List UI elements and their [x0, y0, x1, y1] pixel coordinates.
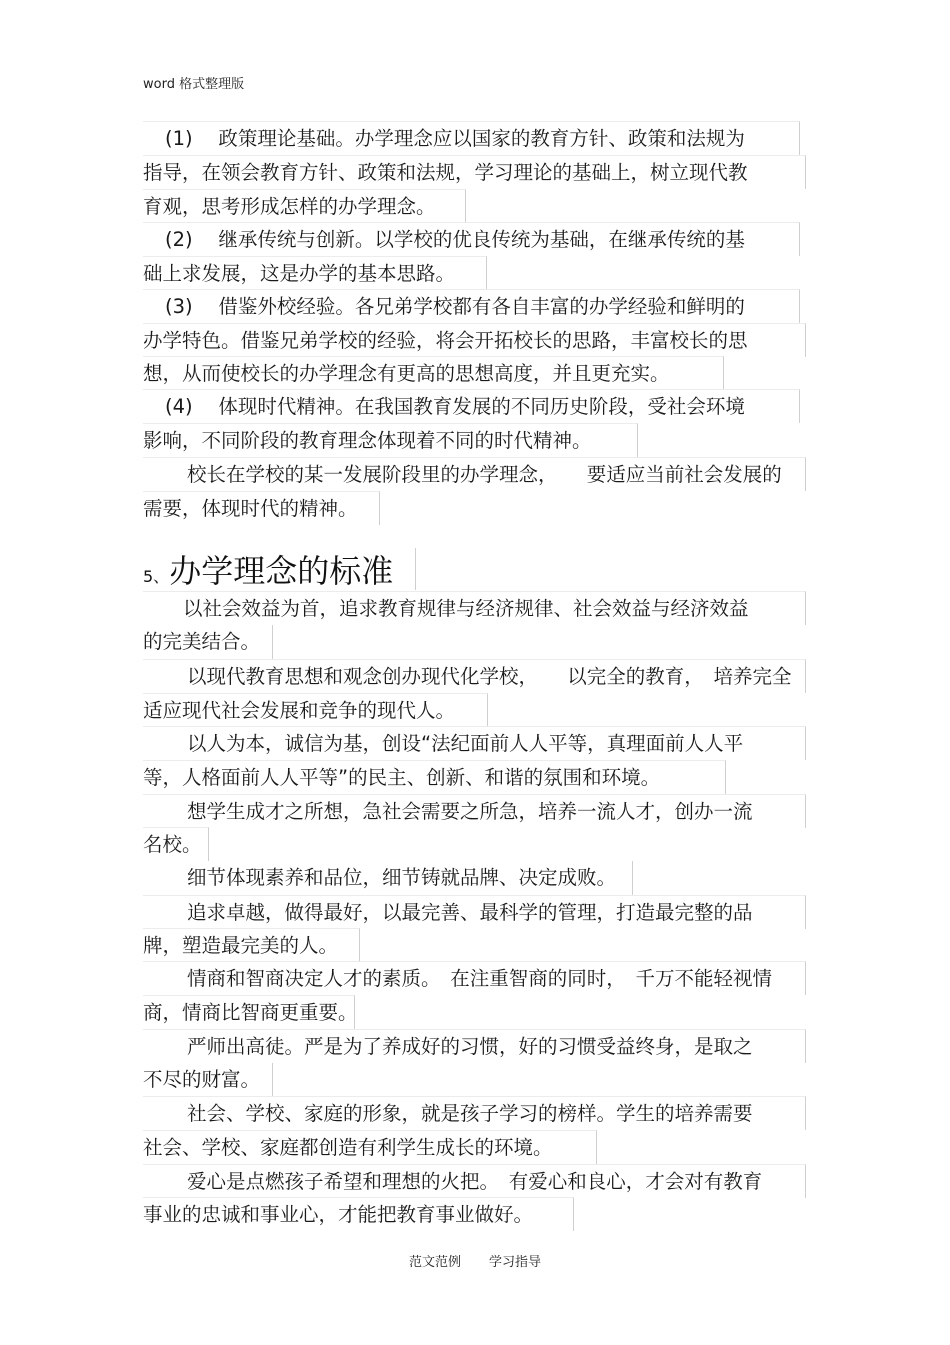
- text-line: 校长在学校的某一发展阶段里的办学理念， 要适应当前社会发展的: [143, 457, 806, 491]
- text-line: 情商和智商决定人才的素质。 在注重智商的同时， 千万不能轻视情: [143, 961, 806, 995]
- section-number: 5、: [143, 567, 170, 586]
- text-line: (2) 继承传统与创新。以学校的优良传统为基础，在继承传统的基: [143, 222, 800, 256]
- text-line: 细节体现素养和品位，细节铸就品牌、决定成败。: [143, 861, 633, 895]
- section-heading: [143, 548, 416, 590]
- text-line: 追求卓越，做得最好，以最完善、最科学的管理，打造最完整的品: [143, 895, 806, 929]
- text-line: 以现代教育思想和观念创办现代化学校， 以完全的教育， 培养完全: [143, 659, 806, 693]
- header-tag: word 格式整理版: [143, 77, 245, 92]
- text-line: 社会、学校、家庭都创造有利学生成长的环境。: [143, 1130, 597, 1164]
- text-line: 的完美结合。: [143, 625, 273, 659]
- text-line: 商，情商比智商更重要。: [143, 995, 355, 1029]
- section-title: 办学理念的标准: [169, 552, 394, 590]
- text-line: 办学特色。借鉴兄弟学校的经验，将会开拓校长的思路，丰富校长的思: [143, 323, 806, 357]
- text-line: 牌，塑造最完美的人。: [143, 928, 360, 962]
- text-line: 名校。: [143, 827, 209, 861]
- text-line: 需要，体现时代的精神。: [143, 491, 380, 525]
- text-line: (4) 体现时代精神。在我国教育发展的不同历史阶段，受社会环境: [143, 389, 800, 423]
- text-line: 影响，不同阶段的教育理念体现着不同的时代精神。: [143, 423, 638, 457]
- text-line: (1) 政策理论基础。办学理念应以国家的教育方针、政策和法规为: [143, 121, 800, 155]
- text-line: (3) 借鉴外校经验。各兄弟学校都有各自丰富的办学经验和鲜明的: [143, 289, 800, 323]
- text-line: 想学生成才之所想，急社会需要之所急，培养一流人才，创办一流: [143, 794, 806, 828]
- footer-right-text: 学习指导: [489, 1255, 542, 1270]
- text-line: 想，从而使校长的办学理念有更高的思想高度，并且更充实。: [143, 356, 724, 390]
- text-line: 事业的忠诚和事业心，才能把教育事业做好。: [143, 1197, 574, 1231]
- text-line: 严师出高徒。严是为了养成好的习惯，好的习惯受益终身，是取之: [143, 1029, 806, 1063]
- page-footer: [0, 1251, 950, 1270]
- text-line: 社会、学校、家庭的形象，就是孩子学习的榜样。学生的培养需要: [143, 1096, 806, 1130]
- text-line: 以人为本，诚信为基，创设“法纪面前人人平等，真理面前人人平: [143, 726, 806, 760]
- text-line: 适应现代社会发展和竞争的现代人。: [143, 693, 488, 727]
- text-line: 等，人格面前人人平等”的民主、创新、和谐的氛围和环境。: [143, 760, 726, 794]
- text-line: 爱心是点燃孩子希望和理想的火把。 有爱心和良心，才会对有教育: [143, 1164, 806, 1198]
- text-line: 以社会效益为首，追求教育规律与经济规律、社会效益与经济效益: [143, 591, 806, 625]
- text-line: 育观，思考形成怎样的办学理念。: [143, 189, 466, 223]
- text-line: 不尽的财富。: [143, 1063, 273, 1097]
- text-line: 础上求发展，这是办学的基本思路。: [143, 256, 487, 290]
- text-line: 指导，在领会教育方针、政策和法规，学习理论的基础上，树立现代教: [143, 155, 806, 189]
- footer-left-text: 范文范例: [408, 1255, 461, 1270]
